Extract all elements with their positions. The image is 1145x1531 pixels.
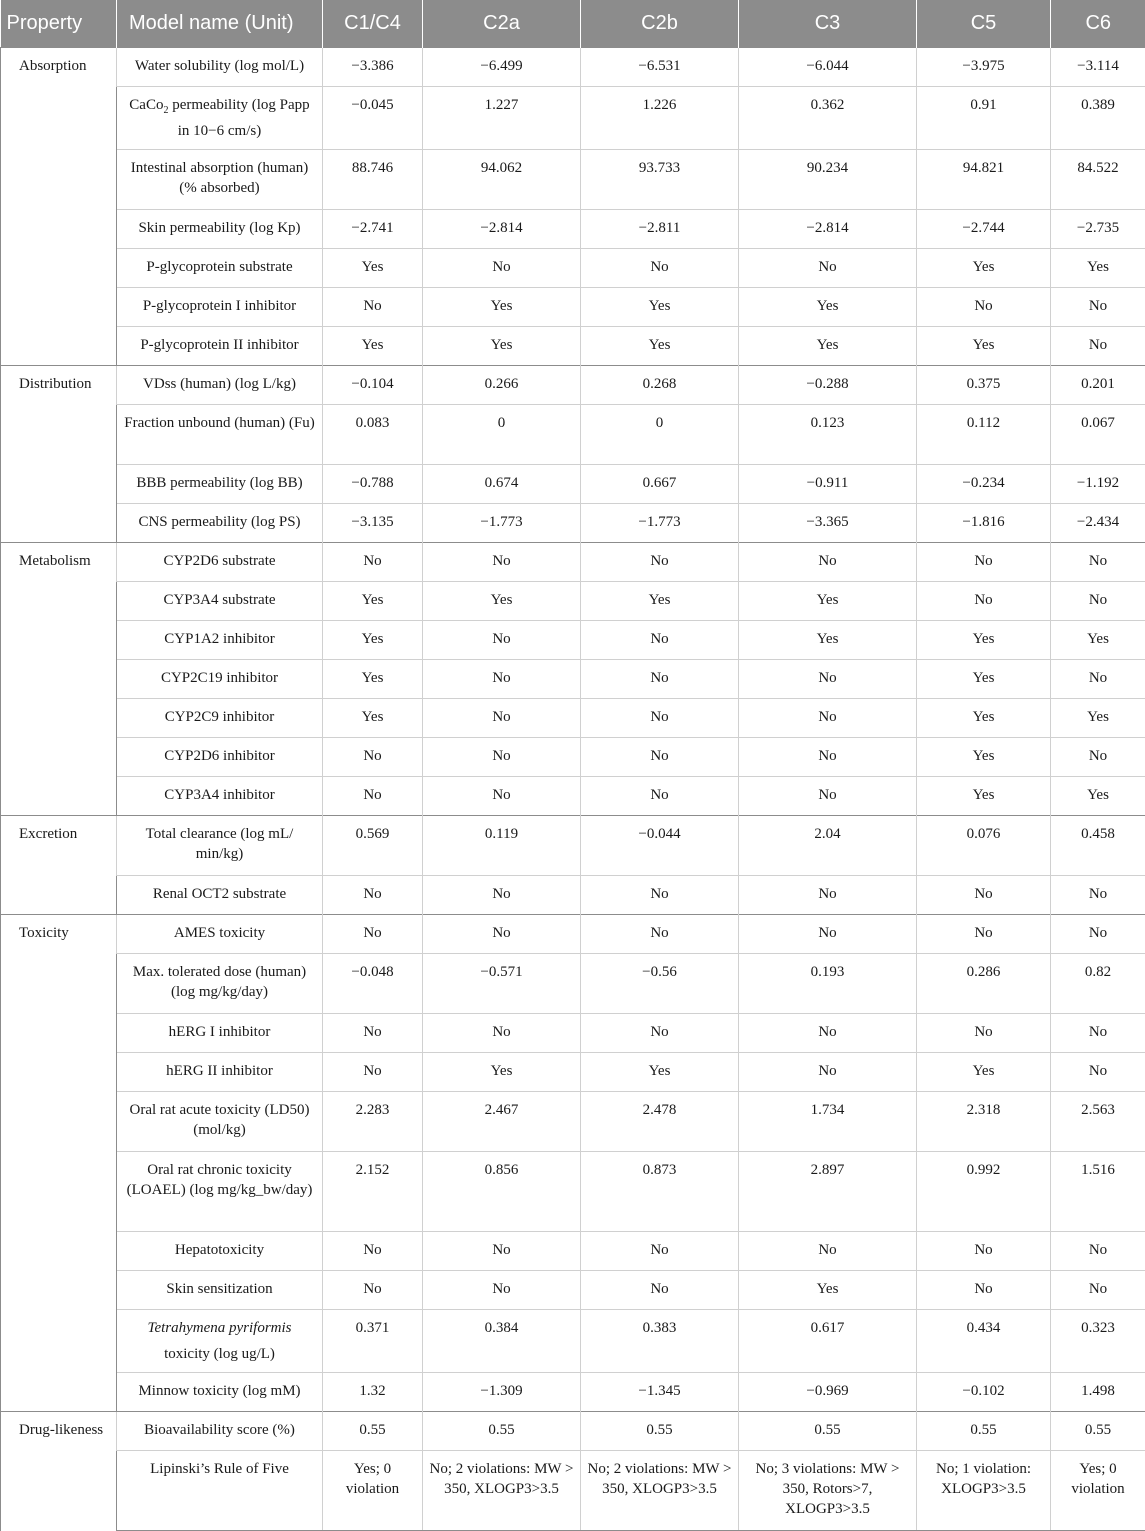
value-cell-c6: No: [1051, 288, 1145, 327]
header-c6: C6: [1051, 0, 1145, 48]
value-cell-c6: No: [1051, 738, 1145, 777]
table-row: [1, 87, 1145, 150]
value-cell-c6: 2.563: [1051, 1092, 1145, 1152]
value-cell-c3: 2.04: [739, 816, 917, 876]
value-cell-c5: Yes: [917, 249, 1051, 288]
table-row: [1, 1451, 1145, 1531]
table-row: [1, 1373, 1145, 1412]
value-cell-c2b: Yes: [581, 327, 739, 366]
value-cell-c5: Yes: [917, 1053, 1051, 1092]
value-cell-c2a: Yes: [423, 288, 581, 327]
value-cell-c2a: No: [423, 915, 581, 954]
value-cell-c1c4: −3.135: [323, 504, 423, 543]
value-cell-c2a: No: [423, 621, 581, 660]
header-c2b: C2b: [581, 0, 739, 48]
model-name-cell: Oral rat acute toxicity (LD50) (mol/kg): [117, 1092, 323, 1152]
value-cell-c5: No: [917, 1014, 1051, 1053]
value-cell-c1c4: Yes: [323, 621, 423, 660]
value-cell-c3: No: [739, 1053, 917, 1092]
model-name-cell: Total clearance (log mL/ min/kg): [117, 816, 323, 876]
value-cell-c5: No; 1 violation: XLOGP3>3.5: [917, 1451, 1051, 1531]
value-cell-c1c4: No: [323, 288, 423, 327]
value-cell-c2b: −0.044: [581, 816, 739, 876]
model-name-cell: Hepatotoxicity: [117, 1232, 323, 1271]
value-cell-c6: 0.201: [1051, 366, 1145, 405]
table-row: [1, 660, 1145, 699]
table-row: [1, 150, 1145, 210]
model-name-cell: [117, 87, 323, 150]
model-name-part: CaCo: [129, 97, 163, 113]
value-cell-c2b: 0.873: [581, 1152, 739, 1232]
value-cell-c2a: 0.856: [423, 1152, 581, 1232]
table-row: [1, 288, 1145, 327]
value-cell-c2a: 0.674: [423, 465, 581, 504]
value-cell-c2a: Yes: [423, 327, 581, 366]
value-cell-c5: −2.744: [917, 210, 1051, 249]
table-row: [1, 210, 1145, 249]
value-cell-c2b: No: [581, 249, 739, 288]
value-cell-c1c4: 2.152: [323, 1152, 423, 1232]
value-cell-c5: 0.286: [917, 954, 1051, 1014]
value-cell-c3: −0.911: [739, 465, 917, 504]
value-cell-c1c4: No: [323, 876, 423, 915]
table-row: [1, 1053, 1145, 1092]
table-row: [1, 327, 1145, 366]
value-cell-c5: No: [917, 1271, 1051, 1310]
model-name-cell: Oral rat chronic toxicity (LOAEL) (log mg/kg_bw/day): [117, 1152, 323, 1232]
value-cell-c6: No: [1051, 327, 1145, 366]
group-label-metabolism: Metabolism: [1, 543, 117, 816]
value-cell-c1c4: No: [323, 1014, 423, 1053]
table-row: [1, 249, 1145, 288]
value-cell-c3: No: [739, 876, 917, 915]
value-cell-c1c4: Yes: [323, 582, 423, 621]
table-row: [1, 504, 1145, 543]
value-cell-c3: 0.362: [739, 87, 917, 150]
value-cell-c5: Yes: [917, 699, 1051, 738]
value-cell-c6: 84.522: [1051, 150, 1145, 210]
value-cell-c2b: No: [581, 1271, 739, 1310]
value-cell-c6: 0.82: [1051, 954, 1145, 1014]
table-row: [1, 954, 1145, 1014]
value-cell-c3: Yes: [739, 327, 917, 366]
value-cell-c6: 1.516: [1051, 1152, 1145, 1232]
value-cell-c5: No: [917, 543, 1051, 582]
value-cell-c2b: Yes: [581, 1053, 739, 1092]
value-cell-c2b: No; 2 violations: MW > 350, XLOGP3>3.5: [581, 1451, 739, 1531]
value-cell-c6: No: [1051, 582, 1145, 621]
value-cell-c5: Yes: [917, 327, 1051, 366]
value-cell-c2a: 1.227: [423, 87, 581, 150]
table-row: [1, 465, 1145, 504]
value-cell-c6: 0.323: [1051, 1310, 1145, 1373]
value-cell-c1c4: −0.048: [323, 954, 423, 1014]
model-name-cell: CYP2C9 inhibitor: [117, 699, 323, 738]
value-cell-c2b: 1.226: [581, 87, 739, 150]
value-cell-c1c4: −0.104: [323, 366, 423, 405]
value-cell-c2a: 2.467: [423, 1092, 581, 1152]
value-cell-c5: 0.992: [917, 1152, 1051, 1232]
value-cell-c3: Yes: [739, 1271, 917, 1310]
value-cell-c1c4: 0.371: [323, 1310, 423, 1373]
table-row: [1, 621, 1145, 660]
table-row: [1, 1232, 1145, 1271]
value-cell-c3: −3.365: [739, 504, 917, 543]
value-cell-c5: −3.975: [917, 48, 1051, 87]
table-row: [1, 816, 1145, 876]
model-name-cell: hERG II inhibitor: [117, 1053, 323, 1092]
model-name-cell: [117, 1310, 323, 1373]
value-cell-c2a: No: [423, 1014, 581, 1053]
value-cell-c5: 0.112: [917, 405, 1051, 465]
model-name-cell: Skin sensitization: [117, 1271, 323, 1310]
value-cell-c6: 0.389: [1051, 87, 1145, 150]
value-cell-c3: No: [739, 660, 917, 699]
value-cell-c6: Yes: [1051, 621, 1145, 660]
value-cell-c3: −2.814: [739, 210, 917, 249]
value-cell-c3: No: [739, 777, 917, 816]
value-cell-c2b: Yes: [581, 582, 739, 621]
model-name-cell: Max. tolerated dose (human) (log mg/kg/day): [117, 954, 323, 1014]
value-cell-c2a: No: [423, 660, 581, 699]
table-row: [1, 1152, 1145, 1232]
model-name-cell: Renal OCT2 substrate: [117, 876, 323, 915]
model-name-cell: Bioavailability score (%): [117, 1412, 323, 1451]
value-cell-c5: No: [917, 1232, 1051, 1271]
model-name-cell: CNS permeability (log PS): [117, 504, 323, 543]
value-cell-c1c4: No: [323, 915, 423, 954]
header-row: [1, 0, 1145, 48]
table-row: [1, 1014, 1145, 1053]
value-cell-c6: 0.458: [1051, 816, 1145, 876]
model-name-cell: Water solubility (log mol/L): [117, 48, 323, 87]
value-cell-c6: No: [1051, 1053, 1145, 1092]
group-label-excretion: Excretion: [1, 816, 117, 915]
value-cell-c3: No: [739, 738, 917, 777]
value-cell-c1c4: Yes: [323, 660, 423, 699]
table-row: [1, 366, 1145, 405]
value-cell-c5: −0.234: [917, 465, 1051, 504]
value-cell-c2b: 0.268: [581, 366, 739, 405]
value-cell-c2b: No: [581, 738, 739, 777]
value-cell-c6: Yes: [1051, 249, 1145, 288]
value-cell-c2a: No: [423, 1232, 581, 1271]
value-cell-c3: 0.123: [739, 405, 917, 465]
value-cell-c3: 0.193: [739, 954, 917, 1014]
value-cell-c6: −2.434: [1051, 504, 1145, 543]
value-cell-c5: No: [917, 876, 1051, 915]
value-cell-c2a: −1.773: [423, 504, 581, 543]
model-name-cell: BBB permeability (log BB): [117, 465, 323, 504]
value-cell-c6: No: [1051, 1014, 1145, 1053]
value-cell-c6: −3.114: [1051, 48, 1145, 87]
value-cell-c5: −0.102: [917, 1373, 1051, 1412]
value-cell-c2a: Yes: [423, 582, 581, 621]
value-cell-c6: Yes: [1051, 699, 1145, 738]
value-cell-c2a: 0.119: [423, 816, 581, 876]
group-label-drug-likeness: Drug-likeness: [1, 1412, 117, 1531]
value-cell-c1c4: 88.746: [323, 150, 423, 210]
model-name-cell: CYP3A4 inhibitor: [117, 777, 323, 816]
model-name-cell: P-glycoprotein I inhibitor: [117, 288, 323, 327]
header-c3: C3: [739, 0, 917, 48]
value-cell-c2b: 93.733: [581, 150, 739, 210]
value-cell-c2b: Yes: [581, 288, 739, 327]
value-cell-c3: −0.969: [739, 1373, 917, 1412]
table-row: [1, 915, 1145, 954]
value-cell-c6: No: [1051, 1232, 1145, 1271]
value-cell-c2a: 0.384: [423, 1310, 581, 1373]
value-cell-c2b: −0.56: [581, 954, 739, 1014]
value-cell-c3: Yes: [739, 621, 917, 660]
value-cell-c3: Yes: [739, 582, 917, 621]
value-cell-c2b: No: [581, 543, 739, 582]
value-cell-c5: −1.816: [917, 504, 1051, 543]
value-cell-c3: 0.617: [739, 1310, 917, 1373]
value-cell-c2b: 0.667: [581, 465, 739, 504]
value-cell-c6: Yes; 0 violation: [1051, 1451, 1145, 1531]
value-cell-c2b: −1.773: [581, 504, 739, 543]
value-cell-c5: Yes: [917, 660, 1051, 699]
table-row: [1, 699, 1145, 738]
value-cell-c6: No: [1051, 1271, 1145, 1310]
value-cell-c2b: No: [581, 699, 739, 738]
value-cell-c1c4: 0.569: [323, 816, 423, 876]
table-row: [1, 582, 1145, 621]
value-cell-c1c4: 0.083: [323, 405, 423, 465]
table-row: [1, 1310, 1145, 1373]
value-cell-c5: 0.91: [917, 87, 1051, 150]
value-cell-c1c4: No: [323, 1271, 423, 1310]
value-cell-c1c4: Yes; 0 violation: [323, 1451, 423, 1531]
value-cell-c3: 90.234: [739, 150, 917, 210]
value-cell-c3: −6.044: [739, 48, 917, 87]
value-cell-c5: No: [917, 288, 1051, 327]
header-c1c4: C1/C4: [323, 0, 423, 48]
value-cell-c2b: 0: [581, 405, 739, 465]
value-cell-c6: 0.067: [1051, 405, 1145, 465]
model-name-part: Tetrahymena pyriformis: [147, 1320, 291, 1336]
value-cell-c5: No: [917, 582, 1051, 621]
value-cell-c2a: 0.266: [423, 366, 581, 405]
model-name-cell: P-glycoprotein substrate: [117, 249, 323, 288]
value-cell-c1c4: Yes: [323, 249, 423, 288]
value-cell-c1c4: No: [323, 777, 423, 816]
value-cell-c2b: No: [581, 876, 739, 915]
value-cell-c2b: No: [581, 915, 739, 954]
value-cell-c2b: −6.531: [581, 48, 739, 87]
model-name-cell: CYP2D6 inhibitor: [117, 738, 323, 777]
value-cell-c5: Yes: [917, 777, 1051, 816]
value-cell-c2a: Yes: [423, 1053, 581, 1092]
value-cell-c2a: No: [423, 876, 581, 915]
value-cell-c1c4: 0.55: [323, 1412, 423, 1451]
table-row: [1, 1092, 1145, 1152]
value-cell-c2b: No: [581, 1232, 739, 1271]
value-cell-c1c4: −0.045: [323, 87, 423, 150]
header-c2a: C2a: [423, 0, 581, 48]
table-row: [1, 1412, 1145, 1451]
model-name-cell: AMES toxicity: [117, 915, 323, 954]
model-name-cell: hERG I inhibitor: [117, 1014, 323, 1053]
table-row: [1, 777, 1145, 816]
value-cell-c2a: −1.309: [423, 1373, 581, 1412]
header-property: Property: [1, 0, 117, 48]
value-cell-c5: 0.076: [917, 816, 1051, 876]
model-name-cell: Intestinal absorption (human) (% absorbed): [117, 150, 323, 210]
value-cell-c5: No: [917, 915, 1051, 954]
model-name-cell: VDss (human) (log L/kg): [117, 366, 323, 405]
model-name-cell: CYP2D6 substrate: [117, 543, 323, 582]
value-cell-c1c4: No: [323, 1232, 423, 1271]
value-cell-c2a: No; 2 violations: MW > 350, XLOGP3>3.5: [423, 1451, 581, 1531]
value-cell-c1c4: Yes: [323, 327, 423, 366]
value-cell-c2b: 0.383: [581, 1310, 739, 1373]
value-cell-c2b: No: [581, 1014, 739, 1053]
value-cell-c3: Yes: [739, 288, 917, 327]
value-cell-c2b: 2.478: [581, 1092, 739, 1152]
value-cell-c1c4: 2.283: [323, 1092, 423, 1152]
value-cell-c6: 0.55: [1051, 1412, 1145, 1451]
value-cell-c3: 2.897: [739, 1152, 917, 1232]
value-cell-c2a: −2.814: [423, 210, 581, 249]
value-cell-c3: No: [739, 249, 917, 288]
table-row: [1, 1271, 1145, 1310]
value-cell-c6: −1.192: [1051, 465, 1145, 504]
value-cell-c3: 1.734: [739, 1092, 917, 1152]
value-cell-c2a: −6.499: [423, 48, 581, 87]
group-label-absorption: Absorption: [1, 48, 117, 366]
group-label-toxicity: Toxicity: [1, 915, 117, 1412]
value-cell-c5: Yes: [917, 621, 1051, 660]
value-cell-c3: No: [739, 915, 917, 954]
value-cell-c6: No: [1051, 543, 1145, 582]
model-name-cell: Fraction unbound (human) (Fu): [117, 405, 323, 465]
value-cell-c5: Yes: [917, 738, 1051, 777]
table-body: [1, 48, 1145, 1531]
value-cell-c6: Yes: [1051, 777, 1145, 816]
table-row: [1, 738, 1145, 777]
value-cell-c1c4: No: [323, 1053, 423, 1092]
value-cell-c6: No: [1051, 915, 1145, 954]
value-cell-c5: 0.55: [917, 1412, 1051, 1451]
value-cell-c2a: 0.55: [423, 1412, 581, 1451]
model-name-subscript: 2: [163, 105, 168, 116]
value-cell-c5: 2.318: [917, 1092, 1051, 1152]
model-name-part: toxicity (log ug/L): [164, 1346, 275, 1362]
value-cell-c1c4: 1.32: [323, 1373, 423, 1412]
value-cell-c5: 0.434: [917, 1310, 1051, 1373]
group-label-distribution: Distribution: [1, 366, 117, 543]
model-name-cell: Minnow toxicity (log mM): [117, 1373, 323, 1412]
value-cell-c3: No: [739, 1014, 917, 1053]
value-cell-c2b: No: [581, 660, 739, 699]
value-cell-c3: 0.55: [739, 1412, 917, 1451]
value-cell-c1c4: No: [323, 738, 423, 777]
value-cell-c6: 1.498: [1051, 1373, 1145, 1412]
value-cell-c2b: No: [581, 777, 739, 816]
value-cell-c3: No: [739, 699, 917, 738]
model-name-cell: CYP1A2 inhibitor: [117, 621, 323, 660]
value-cell-c3: No: [739, 1232, 917, 1271]
value-cell-c2a: No: [423, 738, 581, 777]
value-cell-c2a: No: [423, 249, 581, 288]
model-name-part: permeability (log Papp in 10−6 cm/s): [168, 97, 309, 139]
model-name-cell: Skin permeability (log Kp): [117, 210, 323, 249]
value-cell-c6: No: [1051, 876, 1145, 915]
value-cell-c2a: No: [423, 777, 581, 816]
model-name-cell: CYP3A4 substrate: [117, 582, 323, 621]
value-cell-c2a: No: [423, 1271, 581, 1310]
model-name-cell: CYP2C19 inhibitor: [117, 660, 323, 699]
value-cell-c2a: 0: [423, 405, 581, 465]
value-cell-c2a: No: [423, 699, 581, 738]
value-cell-c1c4: −2.741: [323, 210, 423, 249]
value-cell-c5: 0.375: [917, 366, 1051, 405]
model-name-cell: P-glycoprotein II inhibitor: [117, 327, 323, 366]
value-cell-c1c4: Yes: [323, 699, 423, 738]
value-cell-c5: 94.821: [917, 150, 1051, 210]
table-row: [1, 405, 1145, 465]
value-cell-c1c4: −3.386: [323, 48, 423, 87]
value-cell-c2b: −2.811: [581, 210, 739, 249]
value-cell-c1c4: No: [323, 543, 423, 582]
value-cell-c3: −0.288: [739, 366, 917, 405]
value-cell-c2b: No: [581, 621, 739, 660]
header-c5: C5: [917, 0, 1051, 48]
value-cell-c3: No: [739, 543, 917, 582]
value-cell-c1c4: −0.788: [323, 465, 423, 504]
table-row: [1, 48, 1145, 87]
value-cell-c6: No: [1051, 660, 1145, 699]
value-cell-c2a: No: [423, 543, 581, 582]
value-cell-c2a: −0.571: [423, 954, 581, 1014]
value-cell-c6: −2.735: [1051, 210, 1145, 249]
header-model-name: Model name (Unit): [117, 0, 323, 48]
value-cell-c3: No; 3 violations: MW > 350, Rotors>7, XLOGP3>3.5: [739, 1451, 917, 1531]
value-cell-c2b: 0.55: [581, 1412, 739, 1451]
value-cell-c2a: 94.062: [423, 150, 581, 210]
table-row: [1, 876, 1145, 915]
table-row: [1, 543, 1145, 582]
value-cell-c2b: −1.345: [581, 1373, 739, 1412]
model-name-cell: Lipinski’s Rule of Five: [117, 1451, 323, 1531]
